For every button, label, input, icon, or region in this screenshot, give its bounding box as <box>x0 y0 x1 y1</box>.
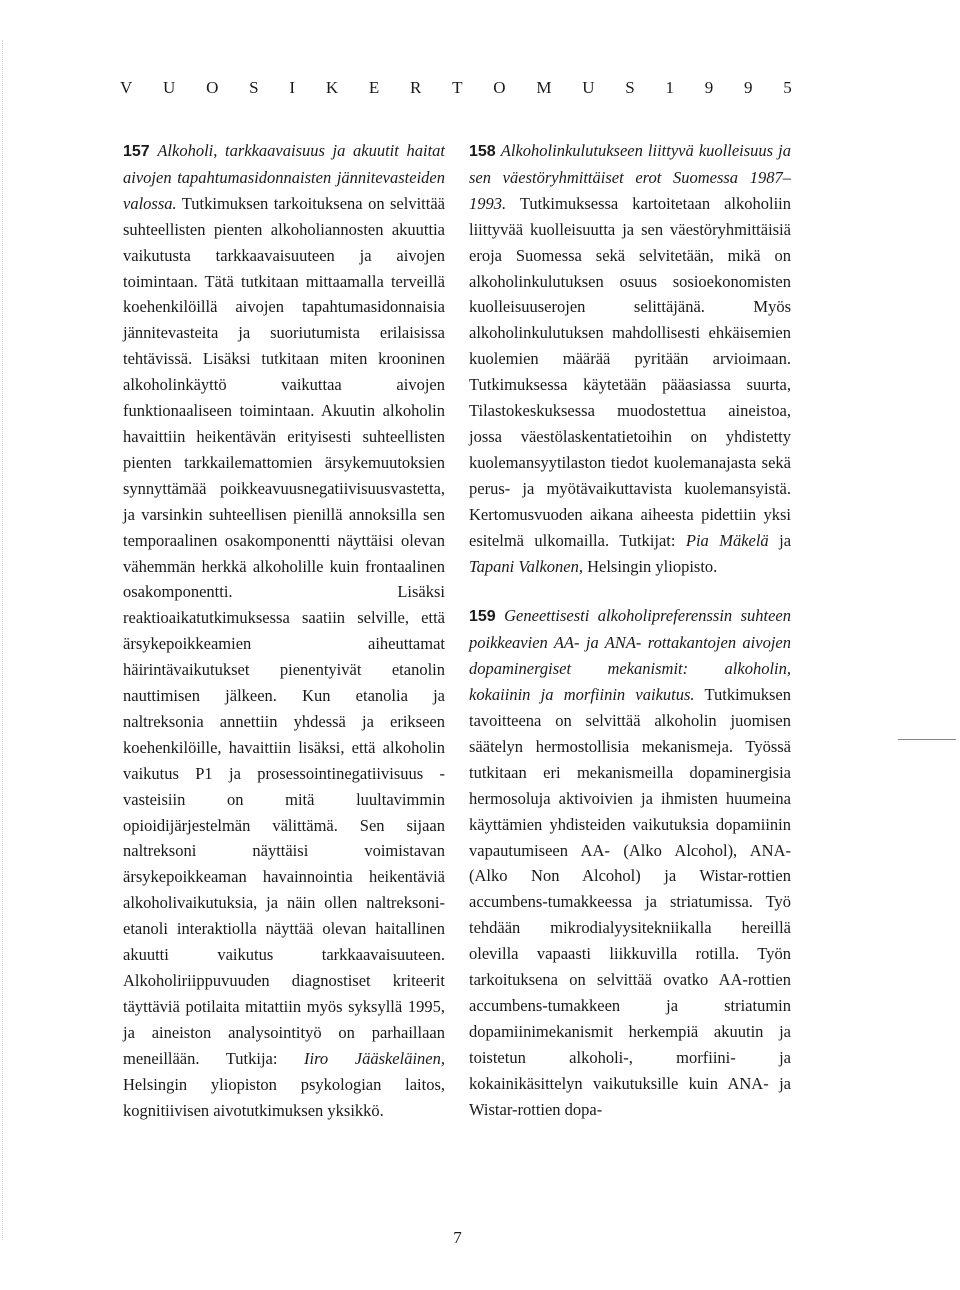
scan-edge <box>2 40 5 1240</box>
header-letter: S <box>625 78 635 97</box>
affiliation: Helsingin yliopiston psykologian laitos, kognitiivisen aivotutkimuksen yksikkö. <box>123 1074 445 1120</box>
header-letter: 9 <box>744 78 753 97</box>
conjunction: ja <box>779 530 792 550</box>
header-letter: 1 <box>665 78 674 97</box>
header-letter: V <box>120 78 133 97</box>
left-column <box>123 138 445 1123</box>
entry-body: Tutkimuksen tavoitteena on selvittää alkoholin juomisen säätelyn hermostollisia mekanismeja. Työssä tutkitaan eri mekanismeilla dopaminergisia hermosoluja aktivoivien ja ihmisten huumeina käyttämien yhdisteiden vaikutuksia dopamiinin vapautumiseen AA- (Alko Alcohol), ANA- (Alko Non Alcohol) ja Wistar-rottien accumbens-tumakkeessa ja striatumissa. Työ tehdään mikrodialyysitekniikalla hereillä olevilla vapaasti liikkuvilla rotilla. Työn tarkoituksena on selvittää ovatko AA-rottien accumbens-tumakkeen ja striatumin dopamiinimekanismit herkempiä akuutin ja toistetun alkoholi-, morfiini- ja kokainikäsittelyn vaikutuksille kuin ANA- ja Wistar-rottien dopa- <box>469 685 791 1119</box>
entry-body: Tutkimuksessa kartoitetaan alkoholiin liittyvää kuolleisuutta ja sen väestöryhmittäisiä eroja Suomessa sekä selvitetään, mikä on alkoholinkulutuksen osuus sosioekonomisten kuolleisuuserojen selittäjänä. Myös alkoholinkulutuksen mahdollisesti ehkäisemien kuolemien määrää pyritään arvioimaan. Tutkimuksessa käytetään pääasiassa suurta, Tilastokeskuksessa muodostettua aineistoa, jossa väestölaskentatietoihin on yhdistetty kuolemansyytilaston tiedot kuolemanajasta sekä perus- ja myötävaikuttavista kuolemansyistä. Kertomusvuoden aikana aiheesta pidettiin yksi esitelmä ulkomailla. Tutkijat: <box>469 193 792 550</box>
header-letter: U <box>582 78 595 97</box>
page-number: 7 <box>453 1228 462 1247</box>
right-column <box>469 138 791 1123</box>
entry-157 <box>123 138 445 1123</box>
entry-body: Tutkimuksen tarkoituksena on selvittää suhteellisten pienten alkoholiannosten akuuttia vaikutusta tarkkaavaisuuteen ja aivojen toimintaan. Tätä tutkitaan mittaamalla terveillä koehenkilöillä aivojen tapahtumasidonnaisia jännitevasteita ja suoriutumista erilaisissa tehtävissä. Lisäksi tutkitaan miten krooninen alkoholinkäyttö vaikuttaa aivojen funktionaaliseen toimintaan. Akuutin alkoholin havaittiin heikentävän erityisesti suhteellisten pienten tarkkailemattomien ärsykemuutoksien synnyttämää poikkeavuusnegatiivisuusvastetta, ja varsinkin suhteellisen pienillä annoksilla sen temporaalinen osakomponentti näyttäisi olevan vähemmän herkkä alkoholille kuin frontaalinen osakomponentti. Lisäksi reaktioaikatutkimuksessa saatiin selville, että ärsykepoikkeamien aiheuttamat häirintävaikutukset pienentyivät etanolin nauttimisen jälkeen. Kun etanolia ja naltreksonia annettiin yhdessä ja erikseen koehenkilöille, havaittiin lisäksi, että alkoholin vaikutus P1 ja prosessointinegatiivisuus -vasteisiin on mitä luultavimmin opioidijärjestelmän välittämä. Sen sijaan naltreksoni näyttäisi voimistavan ärsykepoikkeaman havainnointia heikentäviä alkoholivaikutuksia, ja näin ollen naltreksoni-etanoli interaktiolla näyttää olevan haitallinen akuutti vaikutus tarkkaavaisuuteen. Alkoholiriippuvuuden diagnostiset kriteerit täyttäviä potilaita mitattiin myös syksyllä 1995, ja aineiston analysointityö on parhaillaan meneillään. Tutkija: <box>123 193 445 1068</box>
header-letter: E <box>368 78 380 97</box>
header-letter: T <box>452 78 463 97</box>
entry-number: 157 <box>123 143 150 160</box>
researcher-name: Pia Mäkelä <box>685 530 769 550</box>
entry-159 <box>469 603 791 1122</box>
header-letter: I <box>289 78 296 97</box>
header-letter: R <box>410 78 422 97</box>
entry-title: Alkoholi, tarkkaavaisuus ja akuutit haitat aivojen tapahtumasidonnaisten jännitevasteiden valossa. <box>123 141 445 213</box>
entry-158 <box>469 138 791 579</box>
entry-number: 159 <box>469 608 496 626</box>
header-letter: M <box>536 78 552 97</box>
affiliation: Helsingin yliopisto. <box>587 556 718 576</box>
header-letter: 5 <box>783 78 792 97</box>
researcher-name: Tapani Valkonen, <box>469 556 583 576</box>
header-letter: K <box>325 78 339 97</box>
header-letter: O <box>493 78 506 97</box>
researcher-name: Iiro Jääskeläinen, <box>304 1048 446 1068</box>
header-letter: 9 <box>704 78 714 97</box>
header-letter: O <box>206 78 219 97</box>
header-letter: U <box>163 78 176 97</box>
header-letter: S <box>249 78 259 97</box>
entry-title: Alkoholinkulutukseen liittyvä kuolleisuus ja sen väestöryhmittäiset erot Suomessa 1987–1993. <box>469 141 791 213</box>
margin-rule <box>898 739 956 740</box>
entry-title: Geneettisesti alkoholipreferenssin suhteen poikkeavien AA- ja ANA- rottakantojen aivojen dopaminergiset mekanismit: alkoholin, kokaiinin ja morfiinin vaikutus. <box>469 606 791 705</box>
running-header <box>120 78 792 98</box>
entry-number: 158 <box>469 143 496 160</box>
